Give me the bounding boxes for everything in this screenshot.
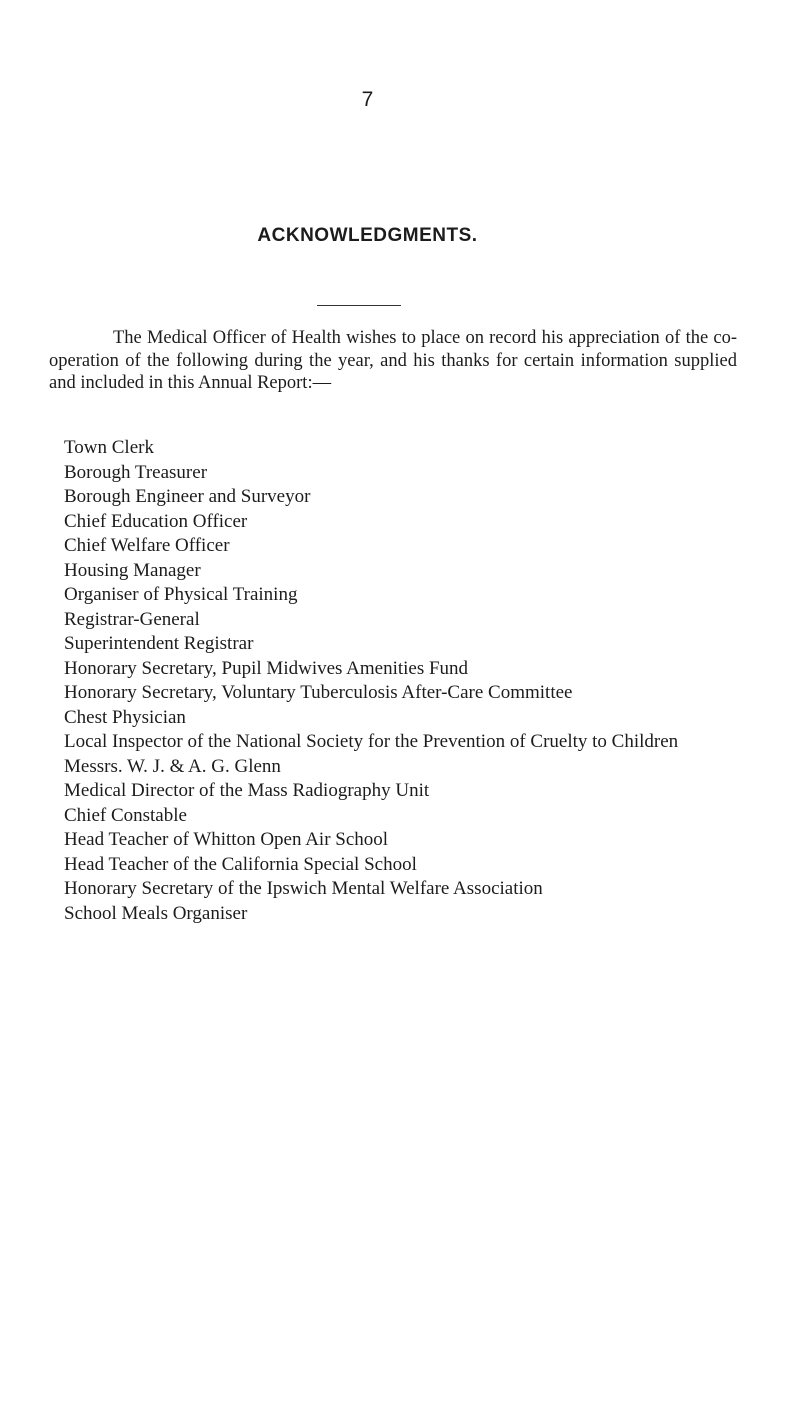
list-item: Head Teacher of the California Special School bbox=[64, 853, 417, 875]
acknowledgments-list bbox=[64, 436, 714, 926]
list-item: Local Inspector of the National Society for the Prevention of Cruelty to Children bbox=[64, 731, 679, 752]
list-item: Organiser of Physical Training bbox=[64, 584, 298, 605]
list-item: School Meals Organiser bbox=[64, 902, 248, 924]
list-item: Chief Constable bbox=[64, 804, 187, 826]
list-item: Honorary Secretary of the Ipswich Mental Welfare Association bbox=[64, 878, 543, 899]
list-item: Borough Engineer and Surveyor bbox=[64, 486, 311, 507]
list-item: Head Teacher of Whitton Open Air School bbox=[64, 829, 389, 850]
list-item: Messrs. W. J. & A. G. Glenn bbox=[64, 755, 281, 777]
list-item: Chief Education Officer bbox=[64, 510, 248, 532]
list-item: Chief Welfare Officer bbox=[64, 535, 230, 556]
list-item: Housing Manager bbox=[64, 559, 201, 581]
list-item: Borough Treasurer bbox=[64, 461, 208, 483]
list-item: Honorary Secretary, Voluntary Tuberculosis After-Care Committee bbox=[64, 682, 573, 703]
list-item: Superintendent Registrar bbox=[64, 633, 254, 654]
list-item: Medical Director of the Mass Radiography Unit bbox=[64, 780, 430, 801]
list-item: Chest Physician bbox=[64, 706, 186, 728]
page-title: ACKNOWLEDGMENTS. bbox=[257, 225, 478, 246]
section-divider bbox=[317, 305, 401, 306]
intro-paragraph: The Medical Officer of Health wishes to place on record his appreciation of the co-operation of the following during the year, and his thanks for certain information supplied and included in this Annual Report:— bbox=[49, 328, 737, 393]
list-item: Honorary Secretary, Pupil Midwives Amenities Fund bbox=[64, 657, 469, 679]
list-item: Town Clerk bbox=[64, 437, 154, 458]
page-number: 7 bbox=[361, 88, 374, 111]
list-item: Registrar-General bbox=[64, 608, 200, 630]
